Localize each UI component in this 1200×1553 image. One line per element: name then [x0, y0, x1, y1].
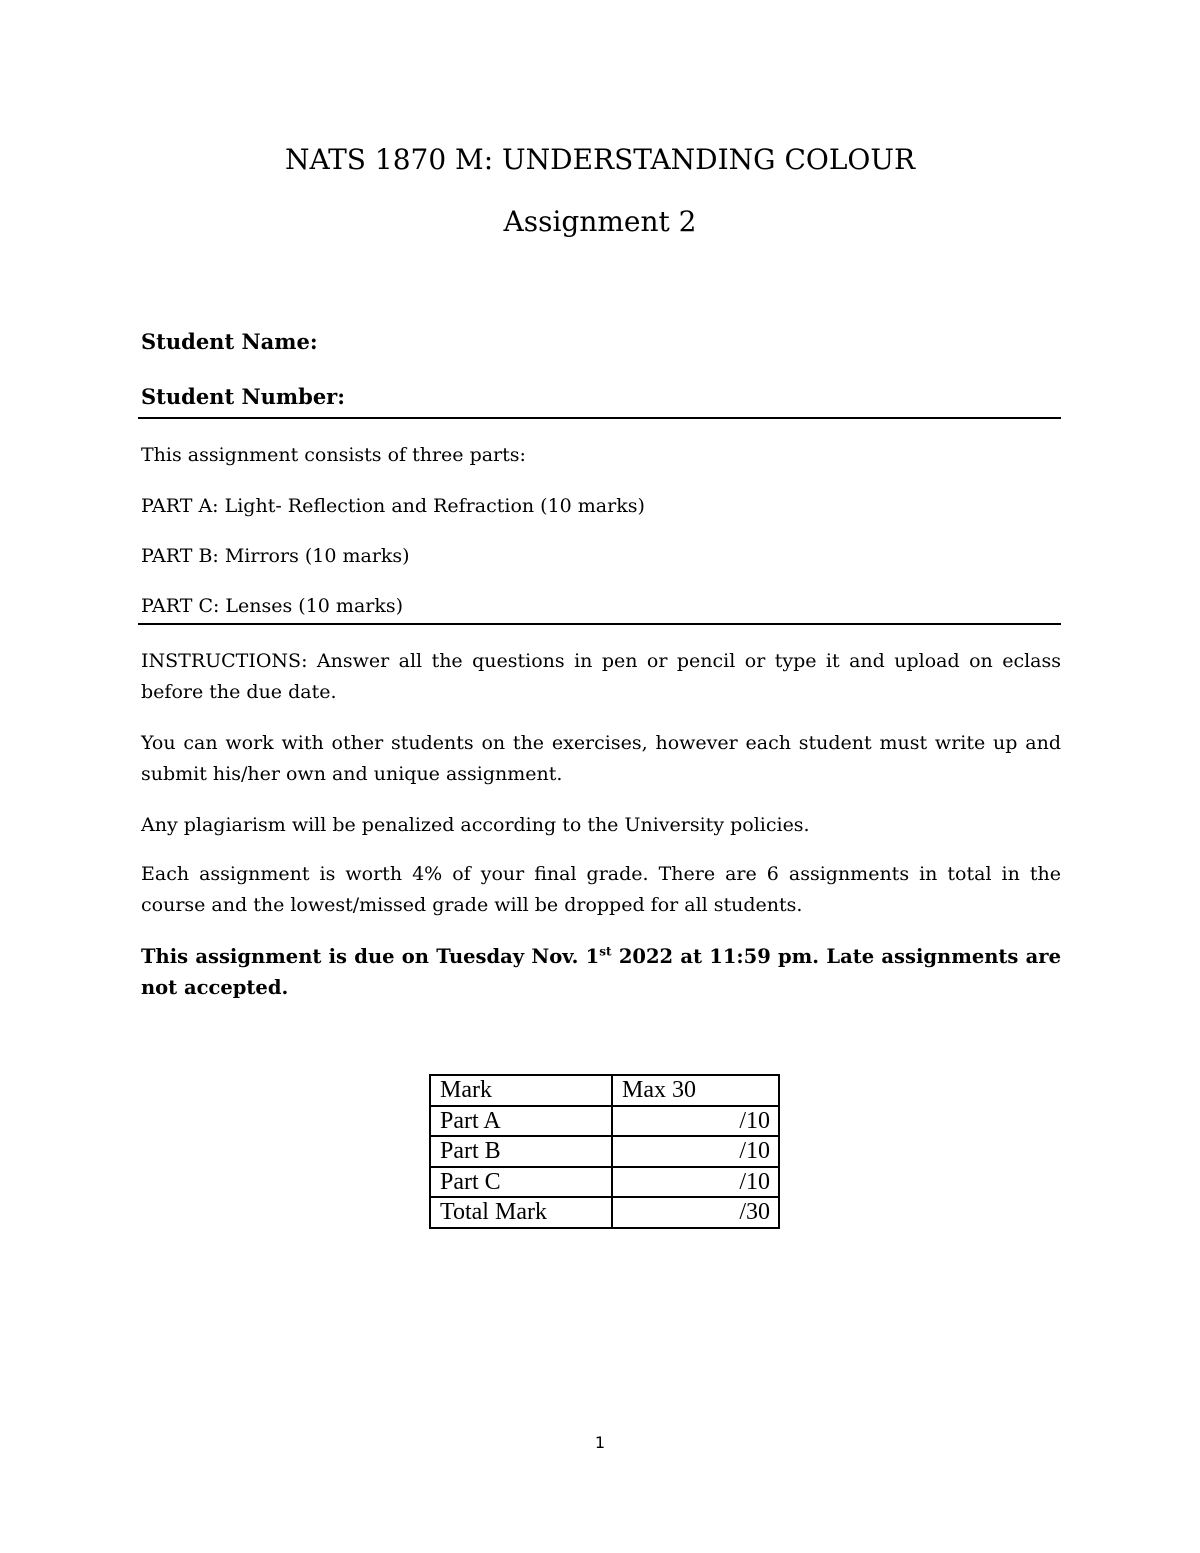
student-number-label: Student Number: [141, 384, 346, 409]
part-b-line: PART B: Mirrors (10 marks) [141, 545, 410, 567]
document-title: NATS 1870 M: UNDERSTANDING COLOUR [284, 143, 916, 176]
due-date-ordinal-suffix: st [599, 944, 612, 959]
marks-table-part-cell: Part A [430, 1106, 612, 1137]
marks-table-part-cell: Total Mark [430, 1197, 612, 1228]
marks-table-score-cell: /30 [612, 1197, 779, 1228]
page-number: 1 [594, 1433, 606, 1452]
marks-table-header-cell: Max 30 [612, 1075, 779, 1106]
plagiarism-paragraph: Any plagiarism will be penalized according to the University policies. [141, 814, 810, 836]
marks-table-row [430, 1167, 779, 1198]
student-name-label: Student Name: [141, 329, 318, 354]
marks-table-score-cell: /10 [612, 1136, 779, 1167]
marks-table-score-cell: /10 [612, 1106, 779, 1137]
part-c-line: PART C: Lenses (10 marks) [141, 595, 404, 617]
grade-worth-paragraph: Each assignment is worth 4% of your final grade. There are 6 assignments in total in the course and the lowest/missed grade will be dropped for all students. [141, 863, 1061, 916]
due-date-paragraph [141, 941, 1061, 1003]
divider-top [138, 417, 1061, 419]
marks-table-row [430, 1106, 779, 1137]
marks-table-part-cell: Part C [430, 1167, 612, 1198]
marks-table-row [430, 1136, 779, 1167]
marks-table-header-cell: Mark [430, 1075, 612, 1106]
part-a-line: PART A: Light- Reflection and Refraction (10 marks) [141, 495, 645, 517]
instructions-paragraph: INSTRUCTIONS: Answer all the questions in pen or pencil or type it and upload on eclass before the due date. [141, 650, 1061, 703]
marks-table-score-cell: /10 [612, 1167, 779, 1198]
marks-table [429, 1074, 780, 1229]
due-date-text-end: 2022 at 11:59 pm. Late assignments are not accepted. [141, 945, 1061, 999]
marks-table-header-row [430, 1075, 779, 1106]
document-subtitle: Assignment 2 [503, 205, 697, 238]
collaboration-paragraph: You can work with other students on the exercises, however each student must write up and submit his/her own and unique assignment. [141, 732, 1061, 785]
marks-table-row [430, 1197, 779, 1228]
marks-table-part-cell: Part B [430, 1136, 612, 1167]
divider-bottom [138, 623, 1061, 625]
intro-paragraph: This assignment consists of three parts: [141, 444, 526, 466]
due-date-text-start: This assignment is due on Tuesday Nov. 1 [141, 945, 600, 968]
